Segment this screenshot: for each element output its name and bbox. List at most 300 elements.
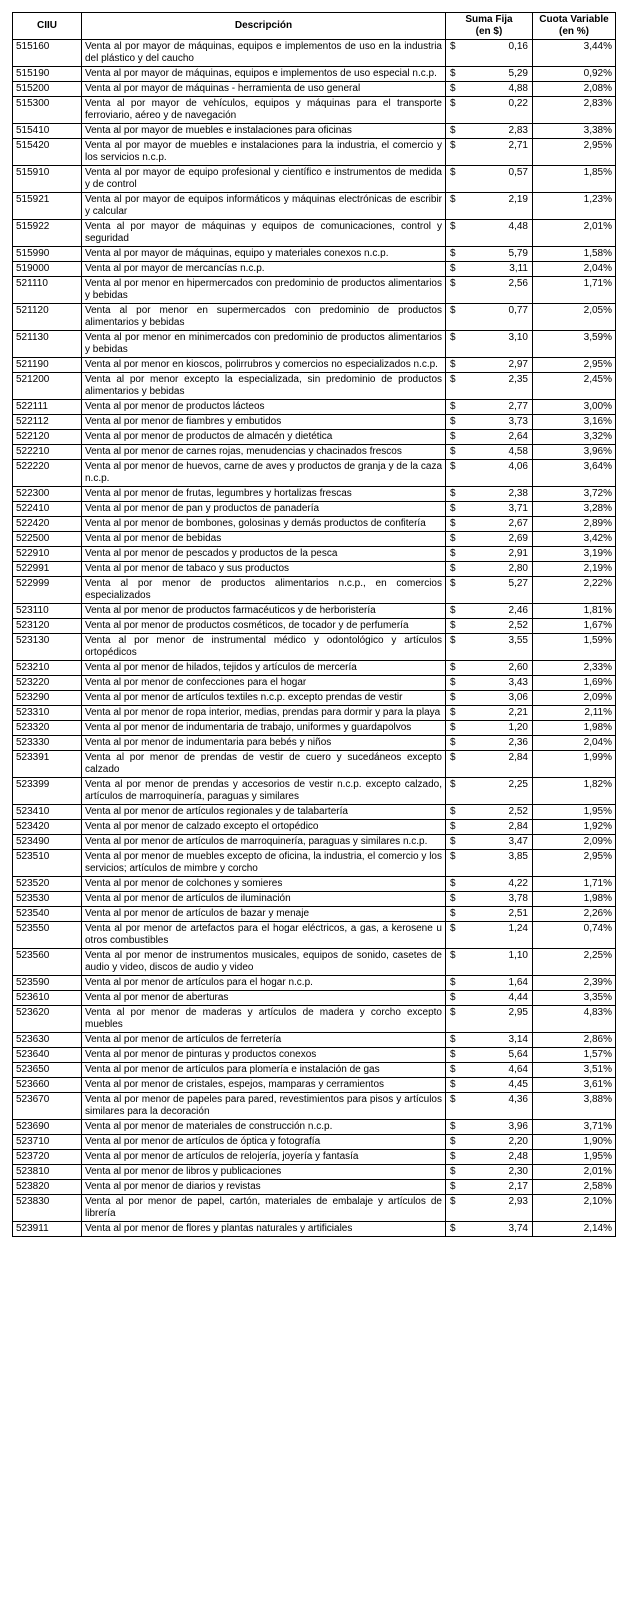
ciiu-code: 523550 [13, 922, 82, 949]
fixed-sum-cell [446, 1078, 533, 1093]
ciiu-code: 521190 [13, 358, 82, 373]
currency-symbol: $ [450, 779, 456, 790]
table-row [13, 661, 616, 676]
fixed-sum-value: 0,22 [508, 98, 528, 109]
table-row [13, 358, 616, 373]
ciiu-code: 523110 [13, 604, 82, 619]
variable-rate-value: 2,86% [533, 1033, 616, 1048]
variable-rate-value: 3,61% [533, 1078, 616, 1093]
fixed-sum-cell [446, 532, 533, 547]
currency-symbol: $ [450, 98, 456, 109]
currency-symbol: $ [450, 878, 456, 889]
fixed-sum-cell [446, 1048, 533, 1063]
activity-description: Venta al por menor de artículos para el hogar n.c.p. [82, 976, 446, 991]
currency-symbol: $ [450, 1136, 456, 1147]
fixed-sum-cell [446, 139, 533, 166]
fixed-sum-value: 2,95 [508, 1007, 528, 1018]
header-description: Descripción [82, 13, 446, 40]
ciiu-code: 523391 [13, 751, 82, 778]
ciiu-code: 523120 [13, 619, 82, 634]
activity-description: Venta al por menor de pescados y productos de la pesca [82, 547, 446, 562]
ciiu-code: 515190 [13, 67, 82, 82]
activity-description: Venta al por menor de pan y productos de panadería [82, 502, 446, 517]
activity-description: Venta al por menor de materiales de construcción n.c.p. [82, 1120, 446, 1135]
activity-description: Venta al por menor de frutas, legumbres y hortalizas frescas [82, 487, 446, 502]
activity-description: Venta al por menor de artículos para plomería e instalación de gas [82, 1063, 446, 1078]
ciiu-code: 521130 [13, 331, 82, 358]
activity-description: Venta al por menor de diarios y revistas [82, 1180, 446, 1195]
table-row [13, 850, 616, 877]
variable-rate-value: 2,10% [533, 1195, 616, 1222]
fixed-sum-cell [446, 430, 533, 445]
activity-description: Venta al por mayor de mercancías n.c.p. [82, 262, 446, 277]
currency-symbol: $ [450, 1166, 456, 1177]
ciiu-code: 523220 [13, 676, 82, 691]
header-variable-rate: Cuota Variable (en %) [533, 13, 616, 40]
fixed-sum-cell [446, 415, 533, 430]
ciiu-code: 522410 [13, 502, 82, 517]
activity-description: Venta al por menor de productos cosméticos, de tocador y de perfumería [82, 619, 446, 634]
currency-symbol: $ [450, 248, 456, 259]
ciiu-code: 523690 [13, 1120, 82, 1135]
fixed-sum-value: 2,71 [508, 140, 528, 151]
fixed-sum-cell [446, 922, 533, 949]
fixed-sum-cell [446, 604, 533, 619]
variable-rate-value: 3,71% [533, 1120, 616, 1135]
table-row [13, 166, 616, 193]
currency-symbol: $ [450, 950, 456, 961]
variable-rate-value: 2,09% [533, 691, 616, 706]
table-row [13, 820, 616, 835]
fixed-sum-cell [446, 460, 533, 487]
activity-description: Venta al por menor de artículos regionales y de talabartería [82, 805, 446, 820]
currency-symbol: $ [450, 83, 456, 94]
ciiu-rate-table [12, 12, 616, 1237]
currency-symbol: $ [450, 722, 456, 733]
fixed-sum-value: 4,06 [508, 461, 528, 472]
ciiu-code: 523830 [13, 1195, 82, 1222]
variable-rate-value: 3,64% [533, 460, 616, 487]
table-row [13, 991, 616, 1006]
activity-description: Venta al por menor de artículos de bazar y menaje [82, 907, 446, 922]
variable-rate-value: 1,67% [533, 619, 616, 634]
ciiu-code: 522991 [13, 562, 82, 577]
ciiu-code: 515921 [13, 193, 82, 220]
table-row [13, 805, 616, 820]
variable-rate-value: 1,71% [533, 277, 616, 304]
ciiu-code: 523640 [13, 1048, 82, 1063]
activity-description: Venta al por menor de hilados, tejidos y artículos de mercería [82, 661, 446, 676]
fixed-sum-value: 2,17 [508, 1181, 528, 1192]
table-row [13, 415, 616, 430]
ciiu-code: 523660 [13, 1078, 82, 1093]
activity-description: Venta al por menor de muebles excepto de oficina, la industria, el comercio y los servicios; artículos de mimbre y corcho [82, 850, 446, 877]
activity-description: Venta al por menor de artefactos para el hogar eléctricos, a gas, a kerosene u otros combustibles [82, 922, 446, 949]
fixed-sum-value: 3,78 [508, 893, 528, 904]
ciiu-code: 523810 [13, 1165, 82, 1180]
ciiu-code: 523530 [13, 892, 82, 907]
currency-symbol: $ [450, 605, 456, 616]
activity-description: Venta al por menor de productos alimentarios n.c.p., en comercios especializados [82, 577, 446, 604]
currency-symbol: $ [450, 41, 456, 52]
fixed-sum-cell [446, 517, 533, 532]
fixed-sum-cell [446, 691, 533, 706]
fixed-sum-value: 2,52 [508, 620, 528, 631]
activity-description: Venta al por menor de calzado excepto el ortopédico [82, 820, 446, 835]
fixed-sum-cell [446, 502, 533, 517]
ciiu-code: 523520 [13, 877, 82, 892]
fixed-sum-value: 3,43 [508, 677, 528, 688]
fixed-sum-cell [446, 262, 533, 277]
currency-symbol: $ [450, 359, 456, 370]
table-row [13, 736, 616, 751]
activity-description: Venta al por menor de huevos, carne de aves y productos de granja y de la caza n.c.p. [82, 460, 446, 487]
currency-symbol: $ [450, 662, 456, 673]
fixed-sum-cell [446, 487, 533, 502]
currency-symbol: $ [450, 68, 456, 79]
variable-rate-value: 1,85% [533, 166, 616, 193]
currency-symbol: $ [450, 923, 456, 934]
variable-rate-value: 2,01% [533, 1165, 616, 1180]
variable-rate-value: 2,33% [533, 661, 616, 676]
table-row [13, 1078, 616, 1093]
activity-description: Venta al por mayor de máquinas, equipo y materiales conexos n.c.p. [82, 247, 446, 262]
fixed-sum-value: 4,36 [508, 1094, 528, 1105]
activity-description: Venta al por menor excepto la especializada, sin predominio de productos alimentarios y bebidas [82, 373, 446, 400]
fixed-sum-value: 3,14 [508, 1034, 528, 1045]
currency-symbol: $ [450, 908, 456, 919]
fixed-sum-cell [446, 304, 533, 331]
fixed-sum-cell [446, 820, 533, 835]
ciiu-code: 522420 [13, 517, 82, 532]
table-row [13, 193, 616, 220]
currency-symbol: $ [450, 1151, 456, 1162]
variable-rate-value: 3,32% [533, 430, 616, 445]
currency-symbol: $ [450, 1121, 456, 1132]
fixed-sum-cell [446, 706, 533, 721]
fixed-sum-value: 0,57 [508, 167, 528, 178]
table-row [13, 1120, 616, 1135]
variable-rate-value: 3,28% [533, 502, 616, 517]
table-row [13, 892, 616, 907]
fixed-sum-value: 2,69 [508, 533, 528, 544]
table-row [13, 532, 616, 547]
variable-rate-value: 3,38% [533, 124, 616, 139]
fixed-sum-cell [446, 67, 533, 82]
variable-rate-value: 0,92% [533, 67, 616, 82]
fixed-sum-cell [446, 82, 533, 97]
variable-rate-value: 3,51% [533, 1063, 616, 1078]
fixed-sum-cell [446, 736, 533, 751]
table-row [13, 949, 616, 976]
table-row [13, 976, 616, 991]
variable-rate-value: 2,89% [533, 517, 616, 532]
currency-symbol: $ [450, 1034, 456, 1045]
ciiu-code: 523410 [13, 805, 82, 820]
variable-rate-value: 1,95% [533, 1150, 616, 1165]
ciiu-code: 523911 [13, 1222, 82, 1237]
fixed-sum-value: 4,58 [508, 446, 528, 457]
activity-description: Venta al por menor en supermercados con predominio de productos alimentarios y bebidas [82, 304, 446, 331]
ciiu-code: 522910 [13, 547, 82, 562]
fixed-sum-cell [446, 1120, 533, 1135]
currency-symbol: $ [450, 1007, 456, 1018]
table-row [13, 1180, 616, 1195]
variable-rate-value: 1,82% [533, 778, 616, 805]
variable-rate-value: 2,09% [533, 835, 616, 850]
fixed-sum-cell [446, 547, 533, 562]
activity-description: Venta al por menor de indumentaria de trabajo, uniformes y guardapolvos [82, 721, 446, 736]
fixed-sum-cell [446, 562, 533, 577]
activity-description: Venta al por menor de fiambres y embutidos [82, 415, 446, 430]
fixed-sum-cell [446, 991, 533, 1006]
ciiu-code: 522500 [13, 532, 82, 547]
ciiu-code: 523540 [13, 907, 82, 922]
variable-rate-value: 4,83% [533, 1006, 616, 1033]
activity-description: Venta al por mayor de máquinas, equipos e implementos de uso especial n.c.p. [82, 67, 446, 82]
table-row [13, 1006, 616, 1033]
table-row [13, 502, 616, 517]
fixed-sum-value: 2,91 [508, 548, 528, 559]
ciiu-code: 515420 [13, 139, 82, 166]
table-row [13, 373, 616, 400]
activity-description: Venta al por menor de papeles para pared, revestimientos para pisos y artículos similares para la decoración [82, 1093, 446, 1120]
activity-description: Venta al por menor de artículos textiles n.c.p. excepto prendas de vestir [82, 691, 446, 706]
ciiu-code: 523620 [13, 1006, 82, 1033]
currency-symbol: $ [450, 1181, 456, 1192]
table-row [13, 67, 616, 82]
ciiu-code: 523590 [13, 976, 82, 991]
fixed-sum-cell [446, 577, 533, 604]
ciiu-code: 523510 [13, 850, 82, 877]
fixed-sum-cell [446, 1195, 533, 1222]
fixed-sum-value: 2,93 [508, 1196, 528, 1207]
table-row [13, 676, 616, 691]
fixed-sum-cell [446, 805, 533, 820]
ciiu-code: 515990 [13, 247, 82, 262]
activity-description: Venta al por menor de aberturas [82, 991, 446, 1006]
fixed-sum-cell [446, 835, 533, 850]
fixed-sum-cell [446, 277, 533, 304]
currency-symbol: $ [450, 578, 456, 589]
fixed-sum-value: 1,64 [508, 977, 528, 988]
currency-symbol: $ [450, 836, 456, 847]
fixed-sum-value: 3,85 [508, 851, 528, 862]
table-row [13, 1093, 616, 1120]
variable-rate-value: 3,72% [533, 487, 616, 502]
table-row [13, 835, 616, 850]
table-row [13, 97, 616, 124]
variable-rate-value: 2,05% [533, 304, 616, 331]
ciiu-code: 523330 [13, 736, 82, 751]
fixed-sum-value: 3,71 [508, 503, 528, 514]
activity-description: Venta al por menor de confecciones para el hogar [82, 676, 446, 691]
activity-description: Venta al por mayor de equipos informáticos y máquinas electrónicas de escribir y calcular [82, 193, 446, 220]
activity-description: Venta al por menor de artículos de marroquinería, paraguas y similares n.c.p. [82, 835, 446, 850]
fixed-sum-value: 0,77 [508, 305, 528, 316]
variable-rate-value: 1,23% [533, 193, 616, 220]
table-row [13, 82, 616, 97]
fixed-sum-cell [446, 97, 533, 124]
fixed-sum-cell [446, 1033, 533, 1048]
ciiu-code: 515300 [13, 97, 82, 124]
ciiu-code: 522210 [13, 445, 82, 460]
currency-symbol: $ [450, 851, 456, 862]
currency-symbol: $ [450, 194, 456, 205]
currency-symbol: $ [450, 806, 456, 817]
variable-rate-value: 2,25% [533, 949, 616, 976]
currency-symbol: $ [450, 461, 456, 472]
header-ciiu: CIIU [13, 13, 82, 40]
variable-rate-value: 3,35% [533, 991, 616, 1006]
table-row [13, 400, 616, 415]
activity-description: Venta al por menor de libros y publicaciones [82, 1165, 446, 1180]
fixed-sum-value: 3,73 [508, 416, 528, 427]
currency-symbol: $ [450, 548, 456, 559]
currency-symbol: $ [450, 431, 456, 442]
variable-rate-value: 2,19% [533, 562, 616, 577]
fixed-sum-cell [446, 676, 533, 691]
variable-rate-value: 3,16% [533, 415, 616, 430]
fixed-sum-value: 1,24 [508, 923, 528, 934]
variable-rate-value: 1,59% [533, 634, 616, 661]
fixed-sum-cell [446, 877, 533, 892]
fixed-sum-value: 2,35 [508, 374, 528, 385]
currency-symbol: $ [450, 503, 456, 514]
fixed-sum-value: 2,64 [508, 431, 528, 442]
table-row [13, 922, 616, 949]
fixed-sum-cell [446, 634, 533, 661]
currency-symbol: $ [450, 707, 456, 718]
fixed-sum-value: 5,79 [508, 248, 528, 259]
ciiu-code: 523399 [13, 778, 82, 805]
table-row [13, 691, 616, 706]
table-row [13, 706, 616, 721]
fixed-sum-cell [446, 247, 533, 262]
fixed-sum-cell [446, 220, 533, 247]
currency-symbol: $ [450, 167, 456, 178]
fixed-sum-value: 0,16 [508, 41, 528, 52]
ciiu-code: 523310 [13, 706, 82, 721]
ciiu-code: 523820 [13, 1180, 82, 1195]
variable-rate-value: 1,71% [533, 877, 616, 892]
ciiu-code: 522220 [13, 460, 82, 487]
variable-rate-value: 1,99% [533, 751, 616, 778]
currency-symbol: $ [450, 401, 456, 412]
table-row [13, 487, 616, 502]
currency-symbol: $ [450, 1094, 456, 1105]
activity-description: Venta al por menor de productos lácteos [82, 400, 446, 415]
ciiu-code: 515410 [13, 124, 82, 139]
variable-rate-value: 2,04% [533, 262, 616, 277]
fixed-sum-value: 3,96 [508, 1121, 528, 1132]
currency-symbol: $ [450, 692, 456, 703]
currency-symbol: $ [450, 263, 456, 274]
ciiu-code: 522300 [13, 487, 82, 502]
fixed-sum-cell [446, 778, 533, 805]
activity-description: Venta al por menor de prendas y accesorios de vestir n.c.p. excepto calzado, artículos de marroquinería, paraguas y similares [82, 778, 446, 805]
fixed-sum-value: 2,25 [508, 779, 528, 790]
activity-description: Venta al por menor de productos farmacéuticos y de herboristería [82, 604, 446, 619]
table-row [13, 1135, 616, 1150]
table-row [13, 778, 616, 805]
variable-rate-value: 1,90% [533, 1135, 616, 1150]
fixed-sum-value: 5,64 [508, 1049, 528, 1060]
ciiu-code: 522120 [13, 430, 82, 445]
fixed-sum-value: 4,48 [508, 221, 528, 232]
activity-description: Venta al por menor de flores y plantas naturales y artificiales [82, 1222, 446, 1237]
fixed-sum-cell [446, 193, 533, 220]
currency-symbol: $ [450, 1064, 456, 1075]
currency-symbol: $ [450, 1196, 456, 1207]
currency-symbol: $ [450, 332, 456, 343]
table-row [13, 619, 616, 634]
fixed-sum-cell [446, 1165, 533, 1180]
activity-description: Venta al por menor de carnes rojas, menudencias y chacinados frescos [82, 445, 446, 460]
ciiu-code: 515200 [13, 82, 82, 97]
variable-rate-value: 1,92% [533, 820, 616, 835]
currency-symbol: $ [450, 278, 456, 289]
fixed-sum-value: 3,10 [508, 332, 528, 343]
fixed-sum-value: 3,47 [508, 836, 528, 847]
variable-rate-value: 1,98% [533, 892, 616, 907]
table-row [13, 721, 616, 736]
table-row [13, 604, 616, 619]
activity-description: Venta al por menor de instrumental médico y odontológico y artículos ortopédicos [82, 634, 446, 661]
fixed-sum-cell [446, 892, 533, 907]
variable-rate-value: 1,98% [533, 721, 616, 736]
ciiu-code: 515922 [13, 220, 82, 247]
variable-rate-value: 2,01% [533, 220, 616, 247]
table-row [13, 247, 616, 262]
table-row [13, 634, 616, 661]
ciiu-code: 522999 [13, 577, 82, 604]
variable-rate-value: 2,11% [533, 706, 616, 721]
ciiu-code: 521120 [13, 304, 82, 331]
fixed-sum-value: 2,21 [508, 707, 528, 718]
currency-symbol: $ [450, 893, 456, 904]
fixed-sum-value: 2,67 [508, 518, 528, 529]
ciiu-code: 519000 [13, 262, 82, 277]
activity-description: Venta al por mayor de vehículos, equipos y máquinas para el transporte ferroviario, aéreo y de navegación [82, 97, 446, 124]
fixed-sum-value: 2,60 [508, 662, 528, 673]
fixed-sum-cell [446, 976, 533, 991]
fixed-sum-cell [446, 949, 533, 976]
fixed-sum-cell [446, 1006, 533, 1033]
currency-symbol: $ [450, 221, 456, 232]
ciiu-code: 523560 [13, 949, 82, 976]
currency-symbol: $ [450, 635, 456, 646]
activity-description: Venta al por menor de bebidas [82, 532, 446, 547]
variable-rate-value: 1,58% [533, 247, 616, 262]
variable-rate-value: 1,69% [533, 676, 616, 691]
table-row [13, 877, 616, 892]
currency-symbol: $ [450, 518, 456, 529]
fixed-sum-value: 2,83 [508, 125, 528, 136]
fixed-sum-value: 2,77 [508, 401, 528, 412]
ciiu-code: 523670 [13, 1093, 82, 1120]
table-row [13, 1150, 616, 1165]
activity-description: Venta al por mayor de equipo profesional y científico e instrumentos de medida y de control [82, 166, 446, 193]
variable-rate-value: 2,08% [533, 82, 616, 97]
ciiu-code: 521200 [13, 373, 82, 400]
fixed-sum-value: 3,11 [509, 263, 528, 274]
fixed-sum-value: 4,64 [508, 1064, 528, 1075]
currency-symbol: $ [450, 1223, 456, 1234]
table-body [13, 40, 616, 1237]
activity-description: Venta al por menor de bombones, golosinas y demás productos de confitería [82, 517, 446, 532]
fixed-sum-value: 4,45 [508, 1079, 528, 1090]
